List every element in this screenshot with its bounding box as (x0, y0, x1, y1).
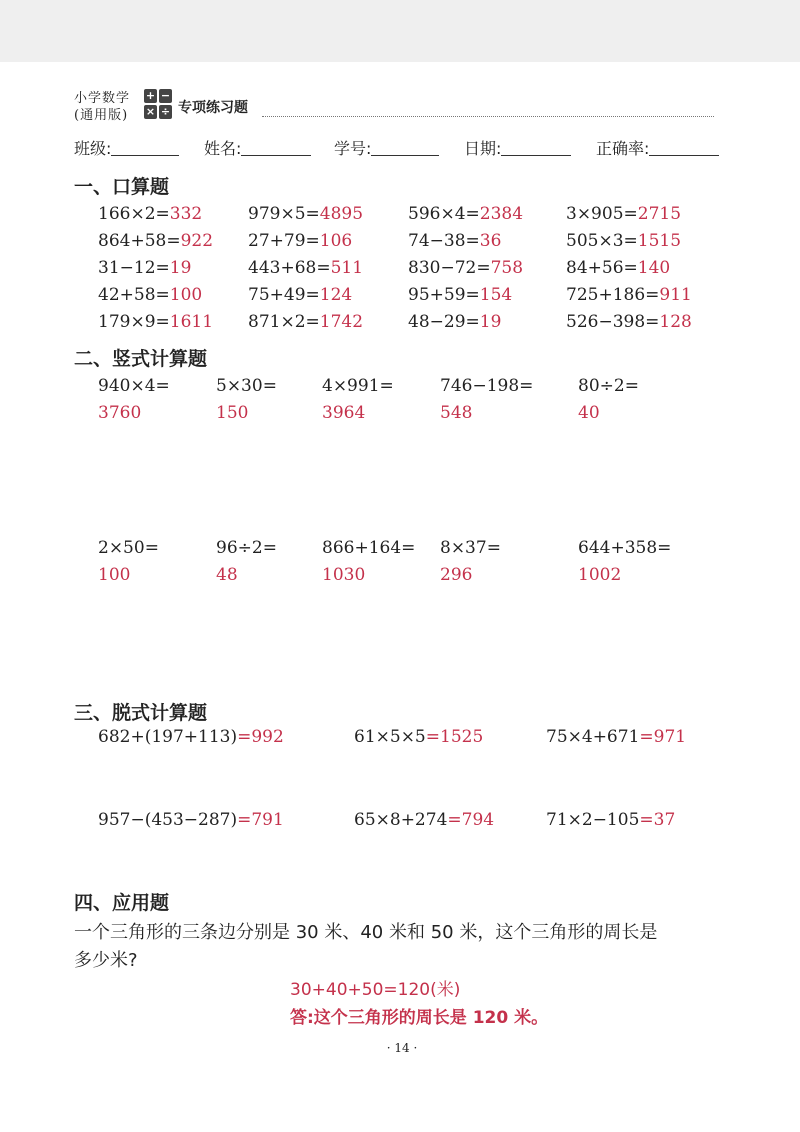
oral-problem: 443+68=511 (248, 258, 364, 278)
date-blank[interactable] (501, 141, 571, 156)
info-field-date (464, 136, 571, 159)
page-title: 专项练习题 (178, 100, 248, 116)
oral-problem: 27+79=106 (248, 231, 353, 251)
vertical-problem: 4×991= (322, 376, 394, 396)
header-divider (262, 116, 714, 117)
oral-problem: 42+58=100 (98, 285, 203, 305)
operator-icons (144, 89, 172, 119)
word-problem-line2: 多少米? (74, 950, 138, 971)
vertical-problem: 746−198= (440, 376, 534, 396)
vertical-problem: 80÷2= (578, 376, 639, 396)
vertical-problem: 940×4= (98, 376, 170, 396)
section3-title: 三、脱式计算题 (74, 702, 208, 724)
accuracy-blank[interactable] (649, 141, 719, 156)
oral-problem: 48−29=19 (408, 312, 502, 332)
oral-problem: 864+58=922 (98, 231, 214, 251)
section4-title: 四、应用题 (74, 892, 170, 914)
oral-problem: 179×9=1611 (98, 312, 214, 332)
oral-problem: 74−38=36 (408, 231, 502, 251)
minus-icon: − (160, 89, 171, 102)
section2-title: 二、竖式计算题 (74, 348, 208, 370)
oral-problem: 596×4=2384 (408, 204, 524, 224)
vertical-answer: 150 (216, 403, 249, 423)
word-problem-solution: 30+40+50=120(米) (290, 980, 461, 1000)
vertical-answer: 1002 (578, 565, 622, 585)
vertical-problem: 8×37= (440, 538, 501, 558)
oral-problem: 830−72=758 (408, 258, 524, 278)
stepwise-problem: 75×4+671=971 (546, 727, 687, 747)
oral-problem: 979×5=4895 (248, 204, 364, 224)
info-field-number (334, 136, 439, 159)
number-blank[interactable] (371, 141, 439, 156)
vertical-answer: 40 (578, 403, 600, 423)
name-blank[interactable] (241, 141, 311, 156)
vertical-problem: 96÷2= (216, 538, 277, 558)
section1-title: 一、口算题 (74, 176, 170, 198)
info-label: 正确率: (596, 139, 650, 158)
stepwise-problem: 71×2−105=37 (546, 810, 676, 830)
class-blank[interactable] (111, 141, 179, 156)
stepwise-problem: 65×8+274=794 (354, 810, 495, 830)
oral-problem: 505×3=1515 (566, 231, 682, 251)
oral-problem: 526−398=128 (566, 312, 692, 332)
page-number: · 14 · (386, 1041, 418, 1055)
info-label: 日期: (464, 139, 502, 158)
stepwise-problem: 61×5×5=1525 (354, 727, 484, 747)
book-series-label (74, 90, 130, 124)
vertical-problem: 5×30= (216, 376, 277, 396)
oral-problem: 166×2=332 (98, 204, 203, 224)
vertical-answer: 3760 (98, 403, 142, 423)
oral-problem: 75+49=124 (248, 285, 353, 305)
plus-icon: + (145, 89, 156, 102)
word-problem-line1: 一个三角形的三条边分别是 30 米、40 米和 50 米，这个三角形的周长是 (74, 922, 658, 943)
book-line1: 小学数学 (74, 91, 131, 106)
vertical-answer: 100 (98, 565, 131, 585)
info-label: 姓名: (204, 139, 242, 158)
oral-problem: 95+59=154 (408, 285, 513, 305)
oral-problem: 31−12=19 (98, 258, 192, 278)
info-label: 学号: (334, 139, 372, 158)
vertical-problem: 644+358= (578, 538, 672, 558)
top-shade (0, 0, 800, 62)
oral-problem: 871×2=1742 (248, 312, 364, 332)
info-field-class (74, 136, 179, 159)
vertical-answer: 296 (440, 565, 473, 585)
stepwise-problem: 957−(453−287)=791 (98, 810, 284, 830)
vertical-problem: 2×50= (98, 538, 159, 558)
vertical-answer: 1030 (322, 565, 366, 585)
times-icon: × (145, 105, 156, 118)
info-field-accuracy (596, 136, 719, 159)
vertical-answer: 3964 (322, 403, 366, 423)
vertical-problem: 866+164= (322, 538, 416, 558)
vertical-answer: 548 (440, 403, 473, 423)
oral-problem: 725+186=911 (566, 285, 692, 305)
word-problem-answer: 答:这个三角形的周长是 120 米。 (290, 1008, 549, 1028)
stepwise-problem: 682+(197+113)=992 (98, 727, 284, 747)
info-label: 班级: (74, 139, 112, 158)
book-line2: (通用版) (74, 108, 129, 123)
divide-icon: ÷ (160, 105, 171, 118)
vertical-answer: 48 (216, 565, 238, 585)
oral-problem: 3×905=2715 (566, 204, 682, 224)
info-field-name (204, 136, 311, 159)
oral-problem: 84+56=140 (566, 258, 671, 278)
